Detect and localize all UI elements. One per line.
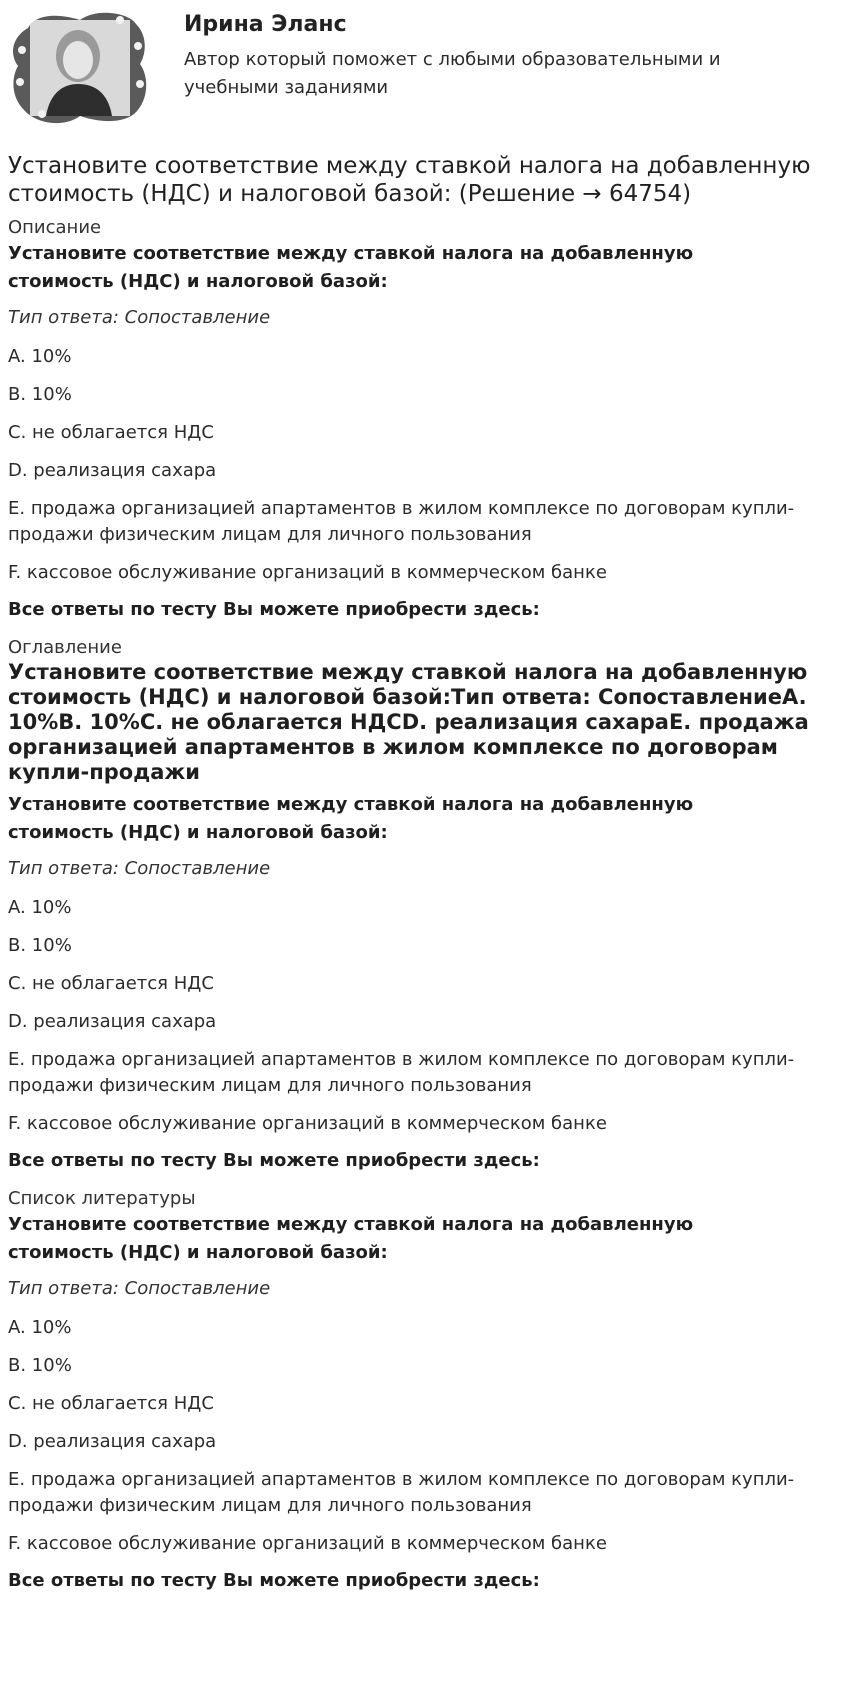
option-c: C. не облагается НДС xyxy=(8,973,214,994)
option-a: A. 10% xyxy=(8,346,72,367)
question-text: Установите соответствие между ставкой налога на добавленную стоимость (НДС) и налоговой базой: xyxy=(8,1214,694,1263)
option-c: C. не облагается НДС xyxy=(8,422,214,443)
option-d: D. реализация сахара xyxy=(8,1011,217,1032)
answer-type: Тип ответа: Сопоставление xyxy=(8,1278,271,1299)
option-f: F. кассовое обслуживание организаций в коммерческом банке xyxy=(8,1113,607,1134)
buy-text: Все ответы по тесту Вы можете приобрести здесь: xyxy=(8,1150,540,1171)
option-d: D. реализация сахара xyxy=(8,460,217,481)
option-b: B. 10% xyxy=(8,1355,72,1376)
toc-heading: Установите соответствие между ставкой налога на добавленную стоимость (НДС) и налоговой базой:Тип ответа: СопоставлениеA. 10%B. 10%C. не облагается НДСD. реализация сахараE. продажа организацией апартаментов в жилом комплексе по договорам купли-продажи xyxy=(8,660,809,784)
author-name[interactable]: Ирина Эланс xyxy=(184,12,347,37)
section-label-literature: Список литературы xyxy=(8,1188,196,1209)
option-f: F. кассовое обслуживание организаций в коммерческом банке xyxy=(8,562,607,583)
option-b: B. 10% xyxy=(8,935,72,956)
page-title: Установите соответствие между ставкой налога на добавленную стоимость (НДС) и налоговой базой: (Решение → 64754) xyxy=(8,153,811,207)
option-e: E. продажа организацией апартаментов в жилом комплексе по договорам купли-продажи физическим лицам для личного пользования xyxy=(8,498,795,545)
section-label-toc: Оглавление xyxy=(8,637,122,658)
option-d: D. реализация сахара xyxy=(8,1431,217,1452)
toc-block xyxy=(8,791,838,1173)
question-text: Установите соответствие между ставкой налога на добавленную стоимость (НДС) и налоговой базой: xyxy=(8,794,694,843)
buy-text: Все ответы по тесту Вы можете приобрести здесь: xyxy=(8,1570,540,1591)
option-f: F. кассовое обслуживание организаций в коммерческом банке xyxy=(8,1533,607,1554)
author-info xyxy=(184,6,784,102)
author-avatar[interactable] xyxy=(8,6,150,128)
answer-type: Тип ответа: Сопоставление xyxy=(8,858,271,879)
literature-block xyxy=(8,1211,838,1593)
answer-type: Тип ответа: Сопоставление xyxy=(8,307,271,328)
option-c: C. не облагается НДС xyxy=(8,1393,214,1414)
author-description: Автор который поможет с любыми образовательными и учебными заданиями xyxy=(184,49,721,98)
option-b: B. 10% xyxy=(8,384,72,405)
question-text: Установите соответствие между ставкой налога на добавленную стоимость (НДС) и налоговой базой: xyxy=(8,243,694,292)
option-e: E. продажа организацией апартаментов в жилом комплексе по договорам купли-продажи физическим лицам для личного пользования xyxy=(8,1049,795,1096)
description-block xyxy=(8,240,838,622)
option-e: E. продажа организацией апартаментов в жилом комплексе по договорам купли-продажи физическим лицам для личного пользования xyxy=(8,1469,795,1516)
section-label-description: Описание xyxy=(8,217,102,238)
author-card xyxy=(8,0,838,138)
buy-text: Все ответы по тесту Вы можете приобрести здесь: xyxy=(8,599,540,620)
option-a: A. 10% xyxy=(8,1317,72,1338)
option-a: A. 10% xyxy=(8,897,72,918)
